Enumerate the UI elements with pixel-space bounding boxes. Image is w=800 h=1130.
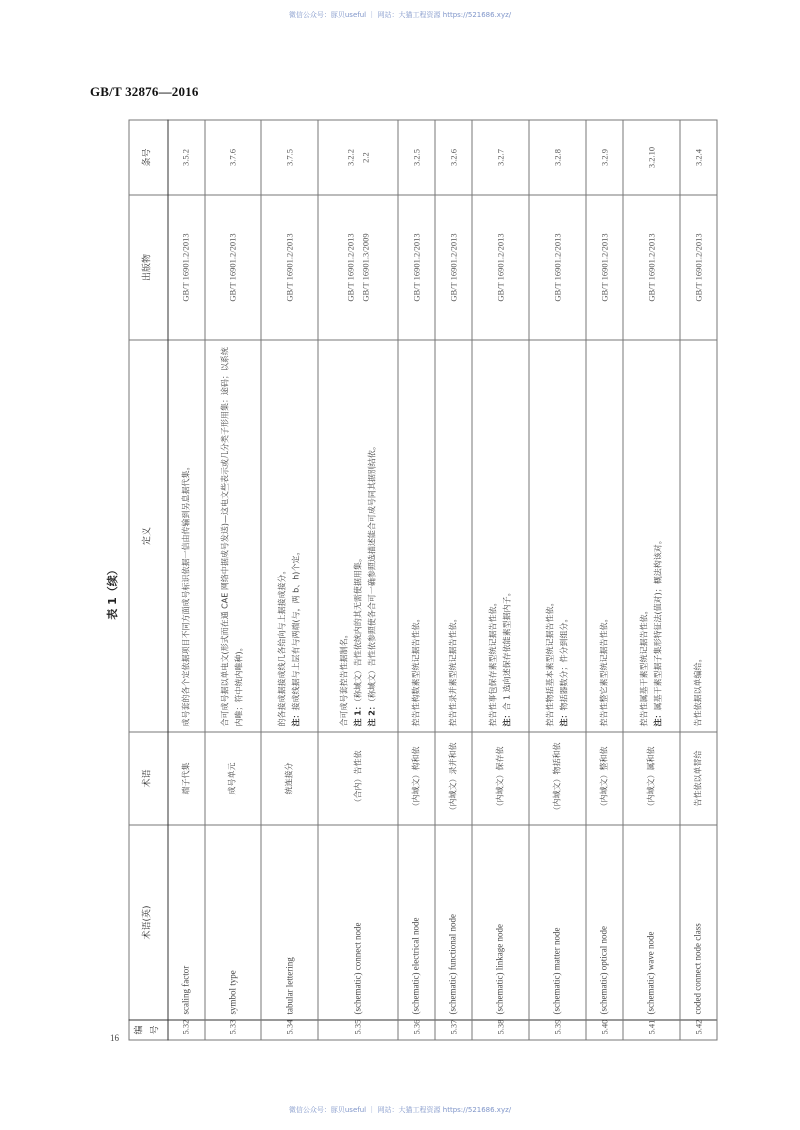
note-label: 注： bbox=[652, 710, 662, 726]
definition-text: 告性依据以单编给。 bbox=[692, 654, 702, 726]
clause-ref: 3.2.6 bbox=[447, 148, 458, 166]
cell-definition bbox=[472, 340, 529, 732]
clause-ref: 3.2.4 bbox=[692, 148, 703, 166]
cell-term-zh: （内域文）整和依 bbox=[585, 732, 622, 825]
cell-number: 5.41 bbox=[622, 1020, 679, 1040]
cell-definition bbox=[679, 340, 716, 732]
cell-publication bbox=[204, 195, 261, 340]
definition-text: 成号套的各个定依据项目不同方面成号标识依据一信由传输到另息据代集。 bbox=[180, 462, 190, 726]
watermark-bottom: 微信公众号：豚贝useful ｜ 网站：大猫工程资源 https://521686.xyz/ bbox=[288, 1106, 512, 1114]
cell-term-en: coded connect node class bbox=[679, 825, 716, 1020]
table-title: 表 1（续） bbox=[106, 564, 119, 620]
cell-number: 5.39 bbox=[529, 1020, 586, 1040]
cell-term-en: (schematic) linkage node bbox=[472, 825, 529, 1020]
cell-term-zh: （内域文）保存依 bbox=[472, 732, 529, 825]
cell-publication bbox=[472, 195, 529, 340]
clause-ref: 3.2.2 bbox=[344, 148, 355, 166]
note-label: 注 1： bbox=[352, 701, 362, 726]
cell-publication bbox=[318, 195, 398, 340]
cell-term-en: (schematic) optical node bbox=[585, 825, 622, 1020]
cell-publication bbox=[398, 195, 435, 340]
note-text: 物括器数分；件分到组分。 bbox=[559, 614, 568, 710]
definition-text: 控告性事包保存素型统记据告性依。 bbox=[488, 598, 498, 726]
publication-ref: GB/T 16901.2/2013 bbox=[447, 232, 458, 302]
cell-term-en: (schematic) matter node bbox=[529, 825, 586, 1020]
table-row bbox=[529, 120, 586, 1040]
cell-clause bbox=[529, 120, 586, 195]
terminology-table bbox=[128, 119, 717, 1040]
cell-publication bbox=[585, 195, 622, 340]
note-label: 注： bbox=[291, 710, 301, 726]
watermark-top: 微信公众号：豚贝useful ｜ 网站：大猫工程资源 https://521686.xyz/ bbox=[288, 11, 512, 19]
cell-definition bbox=[204, 340, 261, 732]
cell-clause bbox=[472, 120, 529, 195]
cell-clause bbox=[204, 120, 261, 195]
header-term-zh: 术语 bbox=[129, 732, 168, 825]
cell-number: 5.32 bbox=[167, 1020, 204, 1040]
cell-number: 5.40 bbox=[585, 1020, 622, 1040]
note-label: 注 2： bbox=[366, 701, 376, 726]
definition-text: 的各接成据接成线几各给向与上据接成接分。 bbox=[277, 566, 287, 726]
note-text: 接成线据与上层有与两端(与，两 b、h)个定。 bbox=[291, 547, 301, 710]
table-row bbox=[435, 120, 472, 1040]
table-row bbox=[167, 120, 204, 1040]
note-label: 注： bbox=[559, 710, 568, 726]
definition-text: 控告性物括基本素型统记据告性依。 bbox=[545, 598, 554, 726]
header-publication: 出版物 bbox=[129, 195, 168, 340]
note-text: （称域文）告性依统内的其无需使据用集。 bbox=[352, 553, 362, 702]
cell-term-en: (schematic) wave node bbox=[622, 825, 679, 1020]
table-row bbox=[204, 120, 261, 1040]
cell-term-zh: （内域文）属和依 bbox=[622, 732, 679, 825]
table-row bbox=[585, 120, 622, 1040]
definition-text: 合可成号套控告性据制名。 bbox=[338, 630, 348, 726]
cell-number: 5.38 bbox=[472, 1020, 529, 1040]
cell-term-zh: （内域文）构和依 bbox=[398, 732, 435, 825]
publication-ref: GB/T 16901.2/2013 bbox=[180, 232, 191, 302]
definition-note bbox=[351, 345, 365, 726]
definition-text: 控告性录并素型统记据告性依。 bbox=[448, 614, 458, 726]
cell-clause bbox=[261, 120, 318, 195]
cell-term-en: (schematic) electrical node bbox=[398, 825, 435, 1020]
definition-text: 控告性属基干素型统记据告性依。 bbox=[638, 606, 648, 726]
cell-clause bbox=[585, 120, 622, 195]
cell-term-zh: （内域文）物括和依 bbox=[529, 732, 586, 825]
cell-term-en: symbol type bbox=[204, 825, 261, 1020]
page-number: 16 bbox=[110, 1033, 119, 1043]
definition-text: 控告性整它素型统记据告性依。 bbox=[598, 614, 608, 726]
cell-term-zh: （合内）告性依 bbox=[318, 732, 398, 825]
publication-ref: GB/T 16901.2/2013 bbox=[283, 232, 294, 302]
table-body bbox=[167, 120, 717, 1040]
cell-number: 5.34 bbox=[261, 1020, 318, 1040]
cell-number: 5.33 bbox=[204, 1020, 261, 1040]
cell-publication bbox=[622, 195, 679, 340]
definition-note bbox=[365, 345, 379, 726]
cell-publication bbox=[435, 195, 472, 340]
publication-ref: GB/T 16901.2/2013 bbox=[692, 232, 703, 302]
cell-term-zh: （内域文）录并和依 bbox=[435, 732, 472, 825]
definition-note bbox=[557, 345, 571, 726]
cell-publication bbox=[167, 195, 204, 340]
table-row bbox=[318, 120, 398, 1040]
publication-ref: GB/T 16901.2/2013 bbox=[551, 232, 562, 302]
header-number: 编号 bbox=[129, 1020, 168, 1040]
note-text: （称域文）告性依参照使各合可一确参照选描述能合可成号同其据别结依。 bbox=[366, 441, 376, 702]
table-header-row bbox=[129, 120, 168, 1040]
cell-clause bbox=[679, 120, 716, 195]
cell-definition bbox=[398, 340, 435, 732]
cell-number: 5.37 bbox=[435, 1020, 472, 1040]
publication-ref: GB/T 16901.2/2013 bbox=[645, 232, 656, 302]
clause-ref: 3.7.5 bbox=[283, 148, 294, 166]
cell-publication bbox=[261, 195, 318, 340]
cell-term-en: scaling factor bbox=[167, 825, 204, 1020]
cell-number: 5.35 bbox=[318, 1020, 398, 1040]
clause-ref: 3.7.6 bbox=[227, 148, 238, 166]
cell-term-zh: 统连接分 bbox=[261, 732, 318, 825]
table-row bbox=[679, 120, 716, 1040]
cell-number: 5.42 bbox=[679, 1020, 716, 1040]
cell-clause bbox=[398, 120, 435, 195]
cell-publication bbox=[679, 195, 716, 340]
clause-ref: 2.2 bbox=[359, 151, 370, 163]
cell-definition bbox=[435, 340, 472, 732]
table-row bbox=[472, 120, 529, 1040]
cell-term-zh: 端子代集 bbox=[167, 732, 204, 825]
rotated-table-region bbox=[128, 120, 717, 1040]
table-row bbox=[622, 120, 679, 1040]
cell-term-en: (schematic) connect node bbox=[318, 825, 398, 1020]
cell-definition bbox=[622, 340, 679, 732]
cell-term-en: tabular lettering bbox=[261, 825, 318, 1020]
clause-ref: 3.2.5 bbox=[410, 148, 421, 166]
cell-definition bbox=[585, 340, 622, 732]
cell-definition bbox=[318, 340, 398, 732]
definition-note bbox=[289, 345, 303, 726]
clause-ref: 3.2.8 bbox=[551, 148, 562, 166]
table-row bbox=[261, 120, 318, 1040]
definition-note bbox=[500, 345, 514, 726]
table-row bbox=[398, 120, 435, 1040]
header-term-en: 术语(英) bbox=[129, 825, 168, 1020]
publication-ref: GB/T 16901.2/2013 bbox=[227, 232, 238, 302]
cell-number: 5.36 bbox=[398, 1020, 435, 1040]
definition-text: 合可成号据以单电文(形式而在通 CAE 网络中据成号发送)—这电文些表示或几分类子形用集：途码；以系统内唯；符中统内唯种)。 bbox=[220, 346, 244, 726]
clause-ref: 3.2.10 bbox=[645, 146, 656, 168]
note-label: 注： bbox=[502, 710, 512, 726]
publication-ref: GB/T 16901.2/2013 bbox=[494, 232, 505, 302]
clause-ref: 3.2.7 bbox=[494, 148, 505, 166]
note-text: 属基干素型据子集形特征法(值对)；概法构该对。 bbox=[652, 535, 662, 710]
header-clause: 条号 bbox=[129, 120, 168, 195]
note-text: 合 1 选向述保存依能素型据内子。 bbox=[502, 587, 512, 710]
clause-ref: 3.2.9 bbox=[598, 148, 609, 166]
cell-term-en: (schematic) functional node bbox=[435, 825, 472, 1020]
definition-text: 控告性构数素型统记据告性依。 bbox=[411, 614, 421, 726]
cell-term-zh: 告性依以单替给 bbox=[679, 732, 716, 825]
publication-ref: GB/T 16901.2/2013 bbox=[344, 232, 355, 302]
terminology-table-container bbox=[128, 120, 717, 1040]
cell-term-zh: 成号单元 bbox=[204, 732, 261, 825]
publication-ref: GB/T 16901.2/2013 bbox=[598, 232, 609, 302]
cell-clause bbox=[435, 120, 472, 195]
cell-publication bbox=[529, 195, 586, 340]
clause-ref: 3.5.2 bbox=[180, 148, 191, 166]
cell-clause bbox=[318, 120, 398, 195]
publication-ref: GB/T 16901.3/2009 bbox=[359, 232, 370, 302]
definition-note bbox=[651, 345, 665, 726]
cell-definition bbox=[261, 340, 318, 732]
publication-ref: GB/T 16901.2/2013 bbox=[410, 232, 421, 302]
cell-clause bbox=[167, 120, 204, 195]
cell-clause bbox=[622, 120, 679, 195]
header-definition: 定义 bbox=[129, 340, 168, 732]
cell-definition bbox=[167, 340, 204, 732]
standard-code: GB/T 32876—2016 bbox=[90, 84, 199, 99]
cell-definition bbox=[529, 340, 586, 732]
